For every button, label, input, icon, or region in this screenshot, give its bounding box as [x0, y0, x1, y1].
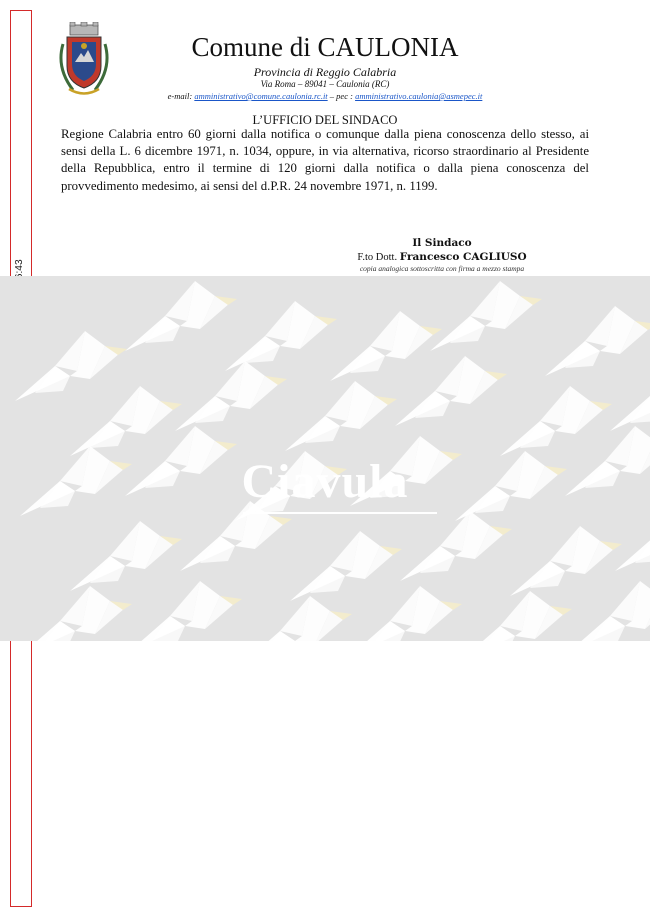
watermark-bird-icon [225, 301, 337, 371]
watermark-bird-icon [20, 586, 132, 641]
watermark-banner [0, 276, 650, 641]
watermark-underline [243, 512, 437, 514]
watermark-bird-icon [70, 521, 182, 591]
municipality-title: Comune di CAULONIA [191, 32, 459, 62]
office-heading: L’UFFICIO DEL SINDACO [252, 113, 398, 127]
watermark-bird-icon [240, 596, 352, 641]
watermark-bird-icon [15, 331, 127, 401]
watermark-bird-icon [400, 511, 512, 581]
watermark-bird-icon [430, 281, 542, 351]
contact-line [100, 90, 550, 102]
municipality-address: Via Roma – 89041 – Caulonia (RC) [260, 79, 390, 89]
watermark-bird-icon [610, 361, 650, 431]
province-name: Provincia di Reggio Calabria [253, 65, 397, 79]
watermark-text: Ciavula [241, 455, 409, 508]
watermark-bird-icon [285, 381, 397, 451]
signatory-prefix: F.to Dott. [357, 252, 398, 263]
document-body-paragraph: Regione Calabria entro 60 giorni dalla notifica o comunque dalla piena conoscenza dello stesso, ai sensi della L. 6 dicembre 1971, n. 1034, oppure, in via alternativa, ricorso straordinario al Presidente della Repubblica, entro il termine di 120 giorni dalla notifica o dalla piena conoscenza del provvedimento medesimo, ai sensi del d.P.R. 24 novembre 1971, n. 1199. [61, 127, 589, 193]
watermark-bird-icon [500, 386, 612, 456]
watermark-bird-icon [130, 581, 242, 641]
watermark-bird-icon [545, 306, 650, 376]
email-label: e-mail: [167, 91, 193, 101]
watermark-bird-icon [510, 526, 622, 596]
pec-label: – pec : [329, 91, 353, 101]
signatory [292, 251, 592, 264]
watermark-bird-icon [570, 581, 650, 641]
watermark-bird-icon [330, 311, 442, 381]
signature-note-line-1: copia analogica sottoscritta con firma a mezzo stampa [359, 264, 525, 273]
watermark-bird-icon [350, 586, 462, 641]
signature-title: Il Sindaco [412, 237, 472, 249]
watermark-bird-icon [125, 281, 237, 351]
pec-link[interactable]: amministrativo.caulonia@asmepec.it [355, 91, 483, 101]
watermark-bird-icon [290, 531, 402, 601]
watermark-bird-icon [460, 591, 572, 641]
watermark-bird-icon [395, 356, 507, 426]
email-link[interactable]: amministrativo@comune.caulonia.rc.it [194, 91, 328, 101]
signatory-name: Francesco CAGLIUSO [399, 251, 527, 263]
watermark-bird-icon [70, 386, 182, 456]
watermark-bird-icon [615, 501, 650, 571]
watermark-bird-icon [175, 361, 287, 431]
